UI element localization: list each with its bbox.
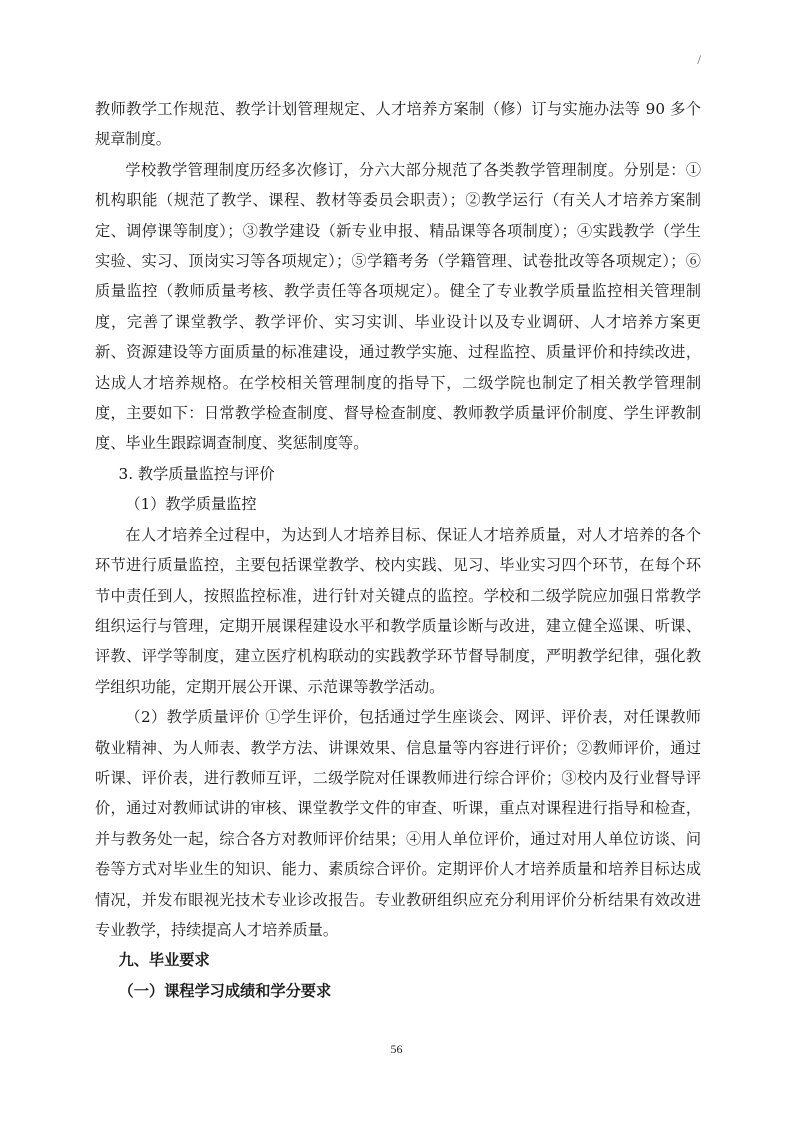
- paragraph-quality-monitoring: 在人才培养全过程中，为达到人才培养目标、保证人才培养质量，对人才培养的各个环节进行质量监控，主要包括课堂教学、校内实践、见习、毕业实习四个环节，在每个环节中责任到人，按照监控标准，进行针对关键点的监控。学校和二级学院应加强日常教学组织运行与管理，定期开展课程建设水平和教学质量诊断与改进，建立健全巡课、听课、评教、评学等制度，建立医疗机构联动的实践教学环节督导制度，严明教学纪律，强化教学组织功能，定期开展公开课、示范课等教学活动。: [95, 525, 701, 696]
- section-heading-course-credits: （一）课程学习成绩和学分要求: [118, 981, 332, 1000]
- chapter-heading-graduation-requirements: 九、毕业要求: [118, 951, 210, 970]
- subsection-heading-quality-monitoring: （1）教学质量监控: [125, 495, 257, 514]
- paragraph-regulations-count: 教师教学工作规范、教学计划管理规定、人才培养方案制（修）订与实施办法等 90 多个规章制度。: [95, 100, 701, 149]
- paragraph-quality-evaluation: （2）教学质量评价 ①学生评价，包括通过学生座谈会、网评、评价表，对任课教师敬业精神、为人师表、教学方法、讲课效果、信息量等内容进行评价；②教师评价，通过听课、评价表，进行教师互评，二级学院对任课教师进行综合评价；③校内及行业督导评价，通过对教师试讲的审核、课堂教学文件的审查、听课，重点对课程进行指导和检查，并与教务处一起，综合各方对教师评价结果；④用人单位评价，通过对用人单位访谈、问卷等方式对毕业生的知识、能力、素质综合评价。定期评价人才培养质量和培养目标达成情况，并发布眼视光技术专业诊改报告。专业教研组织应充分利用评价分析结果有效改进专业教学，持续提高人才培养质量。: [95, 708, 701, 939]
- section-heading-quality-monitoring-evaluation: 3. 教学质量监控与评价: [118, 464, 275, 483]
- corner-mark: /: [697, 52, 701, 67]
- document-body: [95, 94, 701, 1006]
- page-number: 56: [390, 1042, 403, 1056]
- paragraph-management-system: 学校教学管理制度历经多次修订，分六大部分规范了各类教学管理制度。分别是：①机构职能（规范了教学、课程、教材等委员会职责）；②教学运行（有关人才培养方案制定、调停课等制度）；③教学建设（新专业申报、精品课等各项制度）；④实践教学（学生实验、实习、顶岗实习等各项规定）；⑤学籍考务（学籍管理、试卷批改等各项规定）；⑥质量监控（教师质量考核、教学责任等各项规定）。健全了专业教学质量监控相关管理制度，完善了课堂教学、教学评价、实习实训、毕业设计以及专业调研、人才培养方案更新、资源建设等方面质量的标准建设，通过教学实施、过程监控、质量评价和持续改进，达成人才培养规格。在学校相关管理制度的指导下，二级学院也制定了相关教学管理制度，主要如下：日常教学检查制度、督导检查制度、教师教学质量评价制度、学生评教制度、毕业生跟踪调查制度、奖惩制度等。: [95, 160, 701, 453]
